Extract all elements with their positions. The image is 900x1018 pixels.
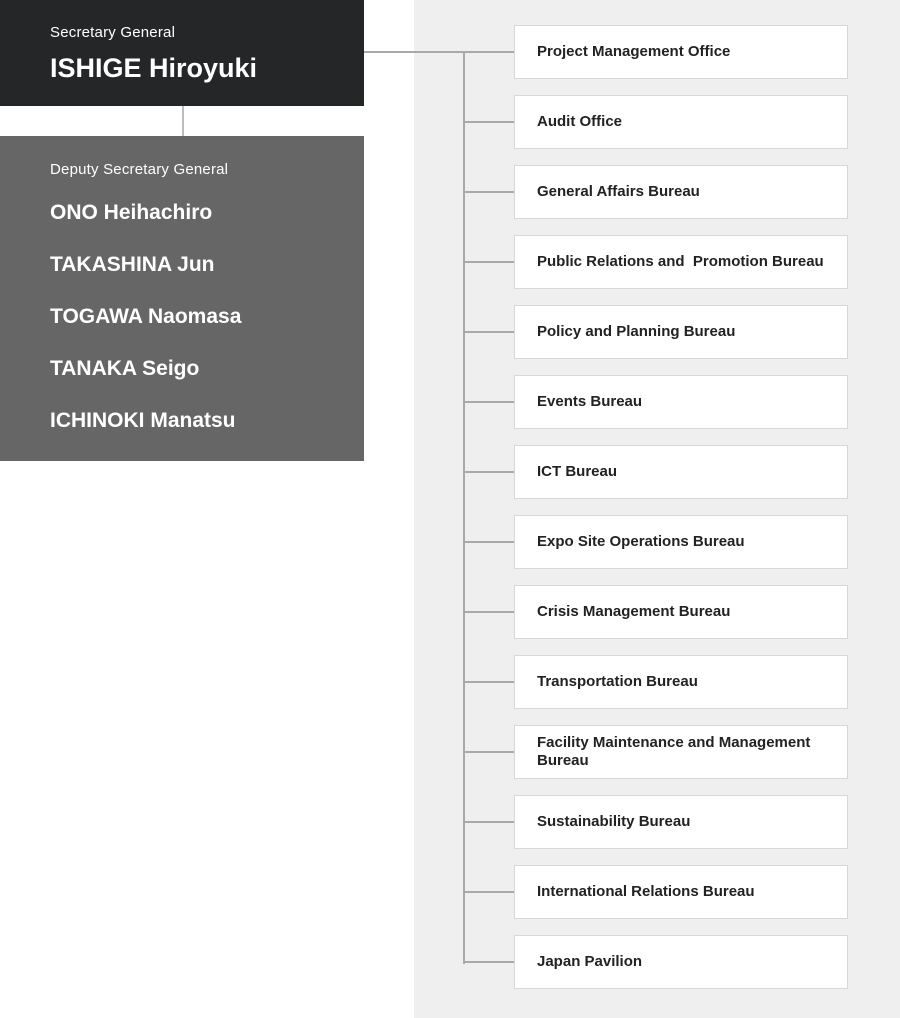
bureau-branch-line [464,681,514,683]
deputy-name: TAKASHINA Jun [50,253,215,276]
sg-to-bureaus-connector [364,51,514,53]
bureau-branch-line [464,541,514,543]
deputy-secretary-general-box [0,136,364,461]
deputy-name: TANAKA Seigo [50,357,200,380]
bureau-branch-line [464,331,514,333]
bureau-sustainability: Sustainability Bureau [514,795,848,849]
bureau-events: Events Bureau [514,375,848,429]
sg-to-deputy-connector [182,106,184,136]
bureau-branch-line [464,471,514,473]
bureau-japan-pavilion: Japan Pavilion [514,935,848,989]
bureau-audit-office: Audit Office [514,95,848,149]
bureau-public-relations-promotion: Public Relations and Promotion Bureau [514,235,848,289]
bureau-branch-line [464,821,514,823]
bureau-transportation: Transportation Bureau [514,655,848,709]
bureau-trunk-line [463,51,465,964]
bureau-general-affairs: General Affairs Bureau [514,165,848,219]
bureau-branch-line [464,261,514,263]
secretary-general-title: Secretary General [50,24,176,41]
bureau-branch-line [464,401,514,403]
deputy-name: ICHINOKI Manatsu [50,409,236,432]
bureau-branch-line [464,891,514,893]
bureau-branch-line [464,961,514,963]
bureau-project-management-office: Project Management Office [514,25,848,79]
bureau-branch-line [464,611,514,613]
bureau-policy-planning: Policy and Planning Bureau [514,305,848,359]
bureau-international-relations: International Relations Bureau [514,865,848,919]
bureau-ict: ICT Bureau [514,445,848,499]
deputy-secretary-general-title: Deputy Secretary General [50,161,229,178]
bureau-branch-line [464,121,514,123]
bureau-branch-line [464,191,514,193]
deputy-name: ONO Heihachiro [50,201,213,224]
secretary-general-box [0,0,364,106]
bureau-branch-line [464,751,514,753]
bureau-facility-maintenance-management: Facility Maintenance and Management Bureau [514,725,848,779]
bureau-crisis-management: Crisis Management Bureau [514,585,848,639]
bureau-expo-site-operations: Expo Site Operations Bureau [514,515,848,569]
secretary-general-name: ISHIGE Hiroyuki [50,53,258,83]
deputy-name: TOGAWA Naomasa [50,305,242,328]
